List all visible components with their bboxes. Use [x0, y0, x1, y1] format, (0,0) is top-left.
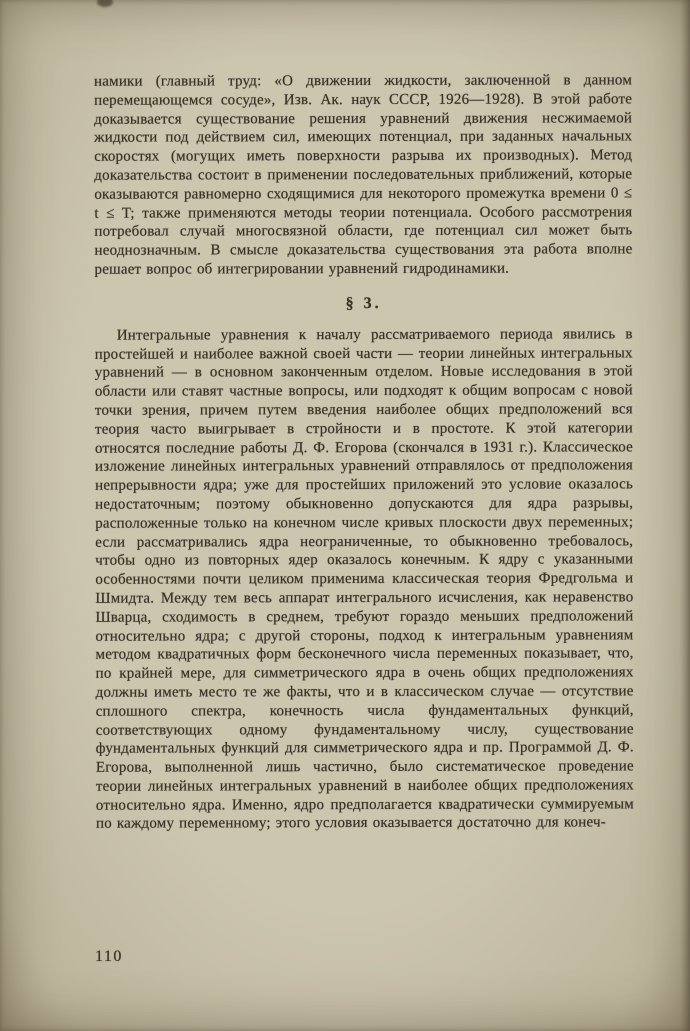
section-heading: § 3. — [345, 294, 382, 312]
text-block — [94, 71, 634, 834]
paragraph-main: Интегральные уравнения к началу рассматриваемого периода явились в простейшей и наиболее важной своей части — теории линейных интегральных уравнений — в основном законченным отделом. Новые исследования в этой области или ставят частные вопросы, или подходят к общим вопросам с новой точки зрения, причем путем введения наиболее общих предположений вся теория часто выигрывает в стройности и в простоте. К этой категории относятся последние работы Д. Ф. Егорова (скончался в 1931 г.). Классическое изложение линейных интегральных уравнений отправлялось от предположения непрерывности ядра; уже для простейших приложений это условие оказалось недостаточным; поэтому обыкновенно допускаются для ядра разрывы, расположенные только на конечном числе кривых плоскости двух переменных; если рассматривались ядра неограниченные, то обыкновенно требовалось, чтобы одно из повторных ядер оказалось конечным. К ядру с указанными особенностями почти целиком применима классическая теория Фредгольма и Шмидта. Между тем весь аппарат интегрального исчисления, как неравенство Шварца, сходимость в среднем, требуют гораздо меньших предположений относительно ядра; с другой стороны, подход к интегральным уравнениям методом квадратичных форм бесконечного числа переменных показывает, что, по крайней мере, для симметрического ядра в очень общих предположениях должны иметь место те же факты, что и в классическом случае — отсутствие сплошного спектра, конечность числа фундаментальных функций, соответствующих одному фундаментальному числу, существование фундаментальных функций для симметрического ядра и пр. Программой Д. Ф. Егорова, выполненной лишь частично, было систематическое проведение теории линейных интегральных уравнений в наиболее общих предположениях относительно ядра. Именно, ядро предполагается квадратически суммируемым по каждому переменному; этого условия оказывается достаточно для конеч- — [94, 326, 634, 833]
paragraph-continuation: намики (главный труд: «О движении жидкости, заключенной в данном перемещающемся сосуде», Изв. Ак. наук СССР, 1926—1928). В этой работе доказывается существование решения уравнений движения несжимаемой жидкости под действием сил, имеющих потенциал, при заданных начальных скоростях (могущих иметь поверхности разрыва их производных). Метод доказательства состоит в применении последовательных приближений, которые оказываются равномерно сходящимися для некоторого промежутка времени 0 ≤ t ≤ T; также применяются методы теории потенциала. Особого рассмотрения потребовал случай многосвязной области, где потенциал сил может быть неоднозначным. В смысле доказательства существования эта работа вполне решает вопрос об интегрировании уравнений гидродинамики. — [94, 72, 633, 278]
scan-artifact-edge-shadow — [680, 0, 690, 1031]
scan-artifact-spot — [97, 0, 113, 7]
page-number: 110 — [95, 948, 123, 965]
